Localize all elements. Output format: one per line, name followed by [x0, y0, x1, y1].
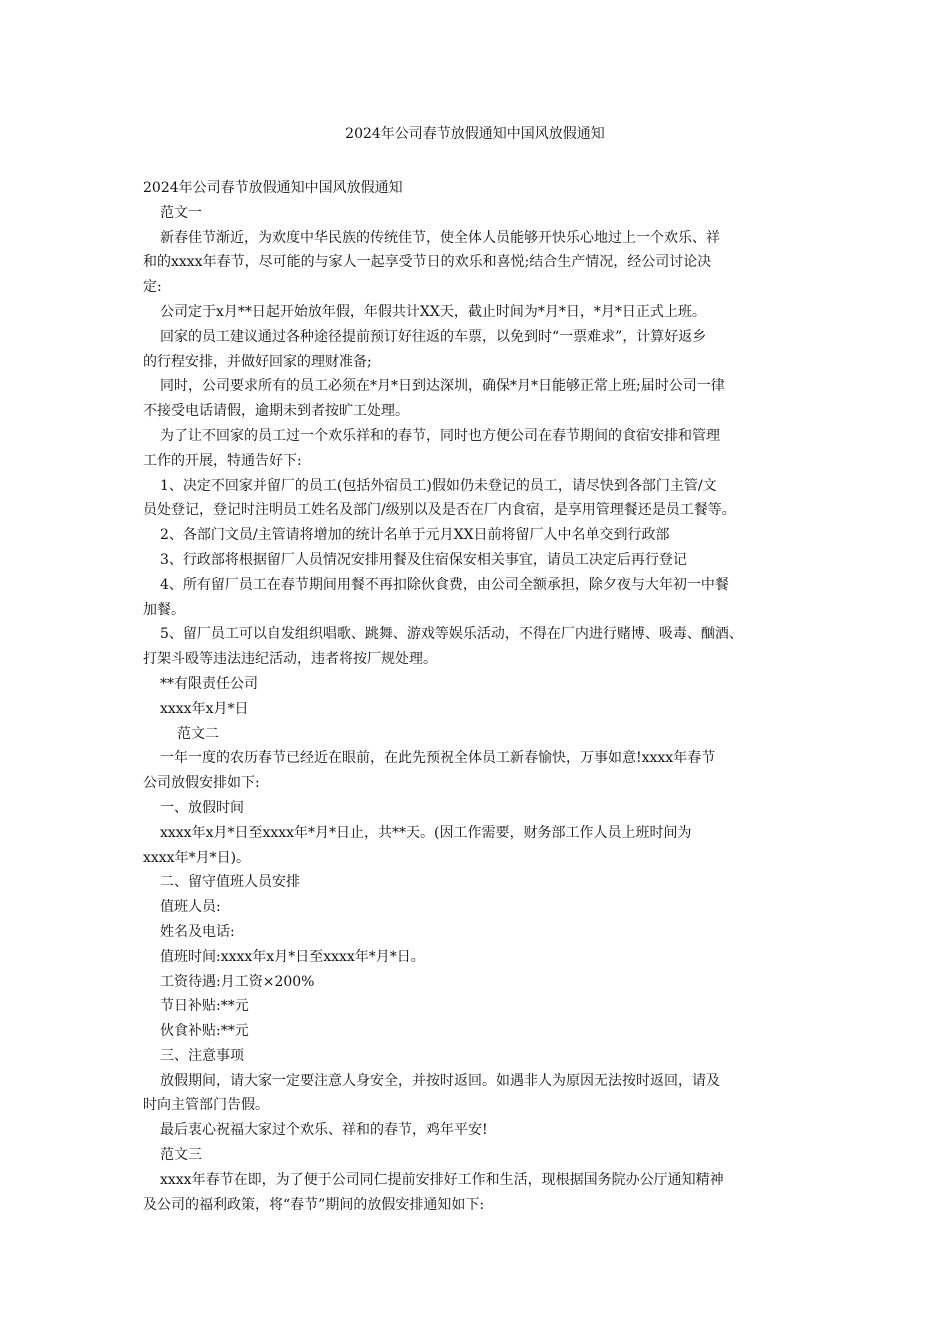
text-line: 1、决定不回家并留厂的员工(包括外宿员工)假如仍未登记的员工，请尽快到各部门主管/文: [160, 477, 717, 494]
text-line: 2、各部门文员/主管请将增加的统计名单于元月XX日前将留厂人中名单交到行政部: [160, 527, 670, 544]
text-line: 三、注意事项: [160, 1047, 244, 1064]
text-line: 最后衷心祝福大家过个欢乐、祥和的春节，鸡年平安!: [160, 1122, 488, 1139]
text-line: xxxx年x月*日至xxxx年*月*日止，共**天。(因工作需要，财务部工作人员上班时间为: [160, 824, 692, 841]
text-line: xxxx年x月*日: [160, 700, 249, 717]
text-line: 工作的开展，特通告好下:: [143, 452, 302, 469]
text-line: 和的xxxx年春节，尽可能的与家人一起享受节日的欢乐和喜悦;结合生产情况，经公司讨论决: [143, 254, 712, 271]
text-line: 放假期间，请大家一定要注意人身安全，并按时返回。如遇非人为原因无法按时返回，请及: [160, 1072, 720, 1089]
text-line: 打架斗殴等违法违纪活动，违者将按厂规处理。: [143, 651, 437, 668]
text-line: 加餐。: [143, 601, 185, 618]
text-line: 姓名及电话:: [160, 923, 235, 940]
text-line: 4、所有留厂员工在春节期间用餐不再扣除伙食费，由公司全额承担，除夕夜与大年初一中餐: [160, 576, 729, 593]
text-line: 范文三: [160, 1147, 202, 1164]
text-line: 值班人员:: [160, 899, 221, 916]
text-line: 一年一度的农历春节已经近在眼前，在此先预祝全体员工新春愉快，万事如意!xxxx年春节: [160, 750, 716, 767]
text-line: 同时，公司要求所有的员工必须在*月*日到达深圳，确保*月*日能够正常上班;届时公司一律: [160, 378, 725, 395]
text-line: 公司定于x月**日起开始放年假，年假共计XX天，截止时间为*月*日，*月*日正式上班。: [160, 303, 706, 320]
text-line: 3、行政部将根据留厂人员情况安排用餐及住宿保安相关事宜，请员工决定后再行登记: [160, 551, 687, 568]
document-title: 2024年公司春节放假通知中国风放假通知: [345, 126, 605, 142]
text-line: 伙食补贴:**元: [160, 1023, 249, 1040]
text-line: 二、留守值班人员安排: [160, 874, 300, 891]
text-line: xxxx年*月*日)。: [143, 849, 251, 866]
text-line: 节日补贴:**元: [160, 998, 249, 1015]
text-line: 公司放假安排如下:: [143, 775, 260, 792]
text-line: 员处登记，登记时注明员工姓名及部门/级别以及是否在厂内食宿，是享用管理餐还是员工餐等。: [143, 502, 736, 519]
text-line: 回家的员工建议通过各种途径提前预订好往返的车票，以免到时“一票难求”，计算好返乡: [160, 328, 707, 345]
text-line: 及公司的福利政策，将“春节”期间的放假安排通知如下:: [143, 1196, 485, 1213]
text-line: 范文一: [160, 204, 202, 221]
text-line: 时向主管部门告假。: [143, 1097, 269, 1114]
document-body: [143, 176, 823, 1217]
text-line: **有限责任公司: [160, 675, 258, 692]
text-line: 不接受电话请假，逾期未到者按旷工处理。: [143, 403, 409, 420]
text-line: 5、留厂员工可以自发组织唱歌、跳舞、游戏等娱乐活动，不得在厂内进行赌博、吸毒、酗酒、: [160, 626, 743, 643]
text-line: 为了让不回家的员工过一个欢乐祥和的春节，同时也方便公司在春节期间的食宿安排和管理: [160, 427, 720, 444]
text-line: 2024年公司春节放假通知中国风放假通知: [143, 180, 403, 196]
text-line: 定:: [143, 279, 162, 296]
text-line: 值班时间:xxxx年x月*日至xxxx年*月*日。: [160, 948, 425, 965]
text-line: 工资待遇:月工资×200%: [160, 973, 315, 990]
text-line: 范文二: [177, 725, 219, 742]
text-line: 一、放假时间: [160, 799, 244, 816]
text-line: xxxx年春节在即，为了便于公司同仁提前安排好工作和生活，现根据国务院办公厅通知精神: [160, 1171, 724, 1188]
text-line: 新春佳节渐近，为欢度中华民族的传统佳节，使全体人员能够开快乐心地过上一个欢乐、祥: [160, 229, 720, 246]
text-line: 的行程安排，并做好回家的理财准备;: [143, 353, 372, 370]
